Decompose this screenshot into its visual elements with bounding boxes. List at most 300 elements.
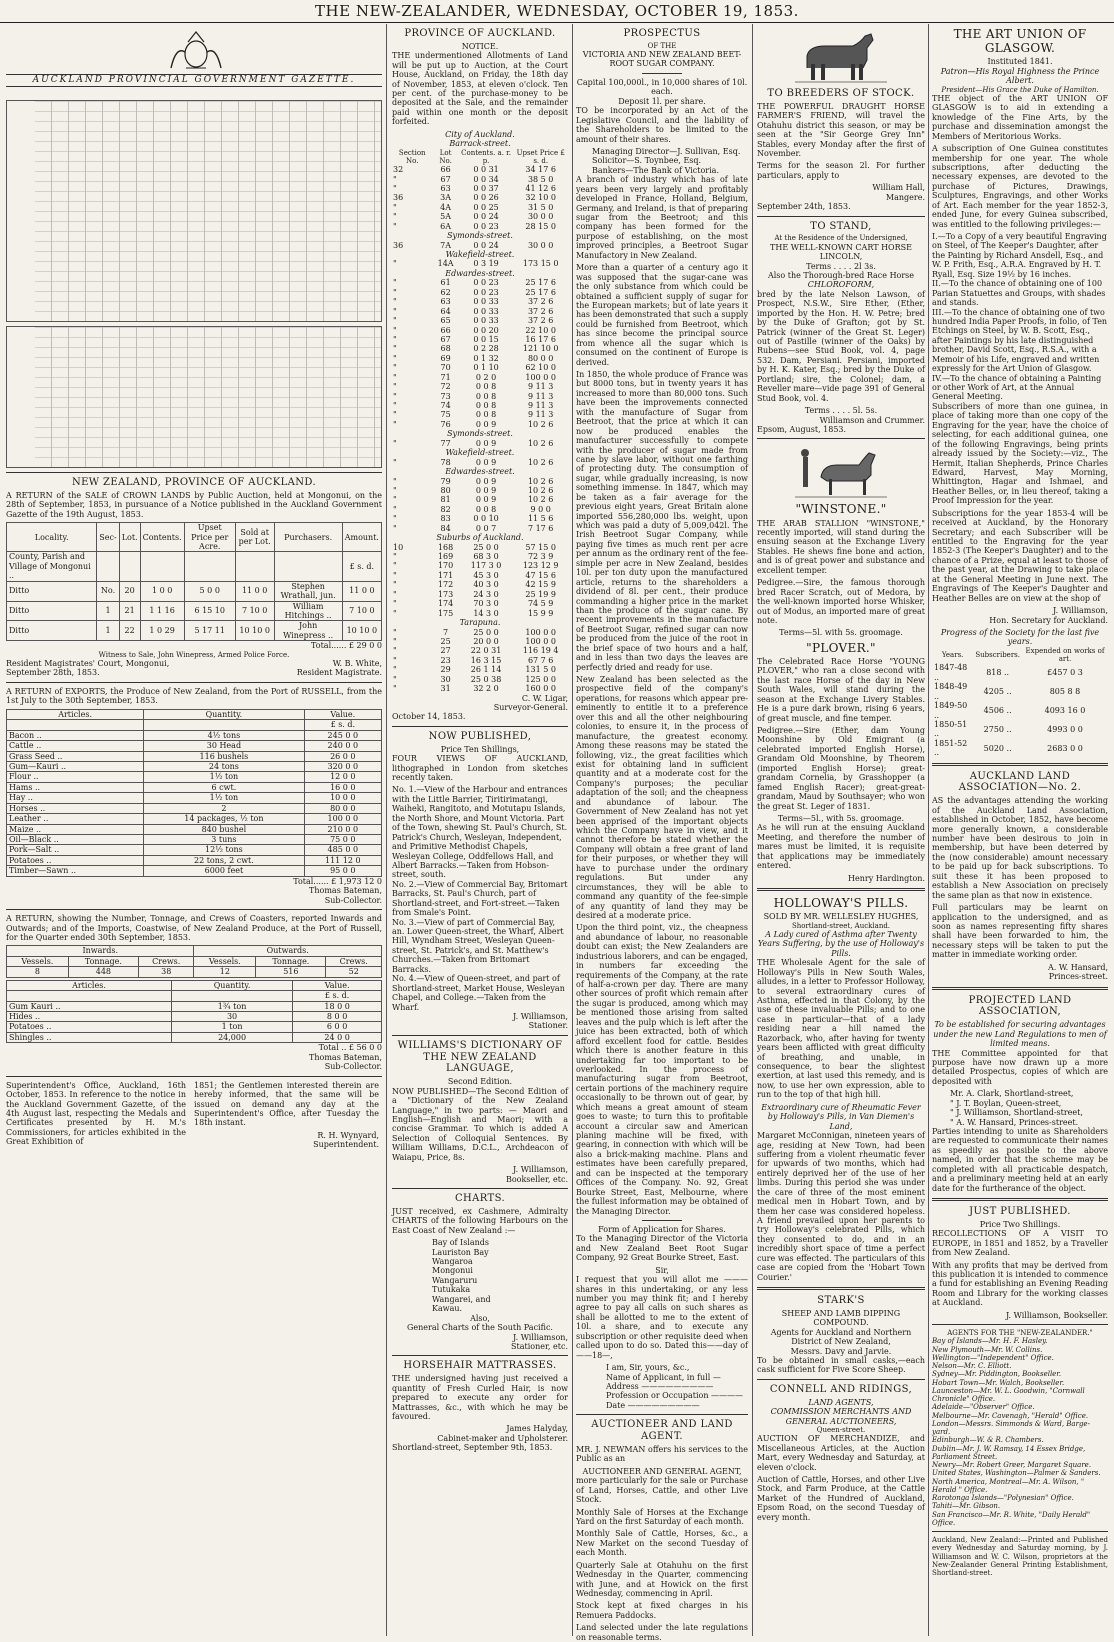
coasters-row	[7, 1032, 382, 1042]
crown-lands-row-cell	[97, 552, 119, 581]
lot-row-cell: 68	[440, 344, 451, 354]
lot-row-cell: "	[393, 221, 397, 231]
coasters-row-cell: 30	[171, 1012, 292, 1022]
exports-row-cell: 16 0 0	[304, 782, 381, 792]
lot-row	[392, 212, 568, 221]
coasters-row-cell: Shingles ..	[7, 1032, 172, 1042]
exports-row-cell: 12½ tons	[144, 845, 304, 855]
lot-row-cell: 37 2 6	[527, 316, 554, 326]
exports-row-cell: Timber—Sawn ..	[7, 866, 144, 876]
projected-sub: To be established for securing advantages under the new Land Regulations to men of limited means.	[933, 1020, 1107, 1049]
coasters-art-header: Articles.	[7, 980, 172, 990]
lot-row-cell: "	[393, 306, 397, 316]
lot-row-cell: 83	[440, 514, 451, 524]
art-union-signer-title: Hon. Secretary for Auckland.	[989, 615, 1108, 625]
lot-row-cell: "	[393, 599, 397, 609]
mattresses-place: Shortland-street, September 9th, 1853.	[392, 1443, 553, 1453]
exports-row-cell: 12 0 0	[304, 772, 381, 782]
coasters-row-cell: 24 0 0	[293, 1032, 382, 1042]
exports-row	[7, 835, 382, 845]
lot-row-cell: "	[393, 580, 397, 590]
lot-row-cell: "	[393, 646, 397, 656]
crown-lands-row-cell: £ s. d.	[342, 552, 381, 581]
crown-lands-row-cell: 5 0 0	[184, 581, 235, 601]
lot-row-cell: "	[393, 401, 397, 411]
lot-row-cell: 175	[437, 608, 454, 618]
crown-lands-header: Amount.	[342, 523, 381, 552]
holloway-place: Shortland-street, Auckland.	[791, 921, 891, 930]
crown-lands-row-cell: 5 17 11	[184, 621, 235, 641]
stark-body: Agents for Auckland and Northern District of New Zealand,	[770, 1327, 912, 1347]
chart-place: Wangarei, and	[432, 1294, 491, 1304]
chart-place: Wangaruru	[432, 1275, 478, 1285]
exports-row-cell: 840 bushel	[144, 824, 304, 834]
agent-item: London—Messrs. Simmonds & Ward, Barge-yard.	[932, 1419, 1090, 1437]
exports-row-cell: 2	[144, 803, 304, 813]
views-signer: J. Williamson,	[513, 1011, 568, 1021]
crown-lands-witness: Witness to Sale, John Winepress, Armed Police Force.	[98, 650, 290, 659]
plover-terms: Terms—5l., with 5s. groomage.	[777, 813, 905, 823]
form-sir: Sir,	[655, 1265, 669, 1275]
exports-signer: Thomas Bateman,	[309, 886, 382, 896]
plover-heading: "PLOVER."	[806, 640, 876, 655]
exports-row-cell: Oil—Black ..	[7, 835, 144, 845]
lot-row-cell: 32 2 0	[473, 684, 499, 694]
prospectus-p4: In 1850, the whole produce of France was but 8000 tons, but in twenty years it has increased to more than 80,000 tons. Such have been the improvements connected with the manufacture of Sugar from Beetroot, that the price at which it can now be produced enables the manufacturer successfully to compete with the producer of sugar made from cane by slave labor, without one farthing of protecting duty. The consumption of sugar, while gradually increasing, is now something immense. In 1847, which may be taken as a fair average for the previous eight years, Great Britain alone imported 556,280,000 lbs. weight, upon which was paid a duty of 5,009,042l. The Irish Beetroot Sugar Company, while paying five times as much rent per acre per annum as the ordinary rent of the fee-simple per acre in New Zealand, besides 10l. per ton duty upon the manufactured article, returns to the shareholders a dividend of 8l. per cent., their produce commanding a higher price in the market than the produce of the sugar cane. By recent improvements in the manufacture of Beetroot Sugar, refined sugar can now be produced from the juice of the root in the brief space of two hours and a half, and in less than two days the leaves are perfectly dried and ready for use.	[576, 370, 748, 672]
lot-row-cell: 31 5 0	[527, 202, 554, 212]
canoe-return-table-inward	[6, 100, 382, 322]
superintendent-left: Superintendent's Office, Auckland, 16th October, 1853. In reference to the notice in the Auckland Government Gazette, of the 4th August last, respecting the Medals and Certificates presented by H. M.'s Commissioners, for articles exhibited in the Great Exhibition of	[6, 1080, 186, 1147]
connell-sub3: GENERAL AUCTIONEERS,	[785, 1416, 897, 1426]
crown-lands-row-cell: 20	[119, 581, 140, 601]
recollections-body2: With any profits that may be derived from this publication it is intended to commence a fund for establishing an Evening Reading Room and Library for the working classes at Auckland.	[932, 1260, 1108, 1308]
progress-row-cell: 1847-48 ..	[934, 663, 968, 682]
exports-row-cell: 1½ ton	[144, 793, 304, 803]
lot-row-cell: 30	[440, 674, 451, 684]
lot-row-cell: 0 0 15	[473, 334, 499, 344]
coasters-row-cell: Gum Kauri ..	[7, 1001, 172, 1011]
dictionary-heading: WILLIAMS'S DICTIONARY OF THE NEW ZEALAND LANGUAGE,	[397, 1039, 563, 1075]
lot-row	[392, 609, 568, 618]
lot-row-cell: "	[393, 627, 397, 637]
lot-row-cell: "	[393, 495, 397, 505]
dictionary-sub: Second Edition.	[447, 1077, 513, 1087]
lot-row-cell: "	[393, 636, 397, 646]
land-assoc-body: AS the advantages attending the working of the Auckland Land Association, established in October, 1852, have become more generally known, a considerable number have been desirous to join in membership, but have been deterred by the (now considerable) amount necessary to be paid up for back subscriptions. To suit these it has been proposed to establish a New Association on precisely the same plan as that now in existence.	[932, 796, 1108, 900]
lot-row	[392, 392, 568, 401]
lincoln-terms: Terms . . . . 2l 3s.	[806, 261, 876, 271]
crown-lands-header: Sold at per Lot.	[235, 523, 274, 552]
newman-body5: Monthly Sale of Cattle, Horses, &c., a New Market on the second Tuesday of each Month.	[576, 1529, 748, 1558]
lot-row-cell: 169	[437, 552, 454, 562]
lot-row	[392, 552, 568, 561]
views-item: No. 3.—View of part of Commercial Bay, an. Lower Queen-street, the Wharf, Albert Hill, Wyndham Street, Wesleyan Queen-street, St. Patrick's, and St. Matthew's Churches.—Taken from Britomart Barracks.	[392, 917, 564, 974]
lot-row-cell: 0 0 23	[473, 278, 499, 288]
lot-row	[392, 684, 568, 693]
lot-row	[392, 297, 568, 306]
lot-row-cell: 10	[393, 542, 404, 552]
lot-row-cell: 0 0 7	[475, 523, 497, 533]
exports-row-cell: Hams ..	[7, 782, 144, 792]
crown-lands-row-cell: 10 10 0	[342, 621, 381, 641]
exports-row	[7, 751, 382, 761]
lot-row	[392, 307, 568, 316]
lot-row-cell: 14 3 0	[473, 608, 499, 618]
masthead: THE NEW-ZEALANDER, WEDNESDAY, OCTOBER 19, 1853.	[0, 0, 1114, 23]
lot-row-cell: 15 9 9	[527, 608, 554, 618]
exports-row-cell: 6 cwt.	[144, 782, 304, 792]
lot-row	[392, 656, 568, 665]
coasters-currency: £ s. d.	[293, 991, 382, 1001]
prospectus-p6: Upon the third point, viz., the cheapness and abundance of labour, no reasonable doubt can exist; the New Zealanders are industrious laborers, and can be engaged, in numbers far exceeding the requirements of the Company, at the rate of half-a-crown per day. There are many other sources of profit which remain after the sugar is produced, among which may be mentioned those arising from salted leaves and the pulp which is left after the juice has been extracted, both of which afford excellent food for cattle. Besides which there is another feature in this undertaking far too important to be overlooked. In the process of manufacturing sugar from Beetroot, certain portions of the machinery require occasionally to be thrown out of gear, by which means a great amount of steam goes to waste; to turn this to profitable account a circular saw and American planing machine will be fixed, with gearing, in connection with which will be also a brick-making machine. Plans and estimates have been carefully prepared, and can be inspected at the temporary Offices of the Company. No. 92, Great Bourke Street, East, Melbourne, where the fullest information may be obtained of the Managing Director.	[576, 923, 748, 1216]
lot-row-cell: 80 0 0	[527, 353, 554, 363]
coasters-subheader: Crews.	[139, 956, 194, 966]
lot-row-cell: "	[393, 419, 397, 429]
lots-street: Suburbs of Auckland.	[436, 533, 524, 543]
progress-row-cell: 1848-49 ..	[934, 682, 968, 701]
superintendent-right: 1851; the Gentlemen interested therein are hereby informed, that the same will be issued on demand any day at the Superintendent's Office, after Tuesday the 18th instant.	[194, 1080, 379, 1128]
lot-row	[392, 505, 568, 514]
agent-item: Edinburgh—W. & R. Chambers.	[932, 1436, 1044, 1445]
lot-row-cell: 71	[440, 372, 451, 382]
lot-row-cell: 62 10 0	[525, 363, 556, 373]
lot-row-cell: 0 0 8	[475, 382, 497, 392]
lot-row-cell: 20 0 0	[473, 636, 499, 646]
lots-street: Edwardes-street.	[445, 467, 515, 477]
crown-lands-place: Resident Magistrates' Court, Mongonui, September 28th, 1853.	[6, 659, 170, 678]
coasters-subheader: Vessels.	[7, 956, 69, 966]
progress-row-cell: 818 ..	[986, 668, 1010, 678]
lot-row-cell: 25 0 38	[470, 674, 502, 684]
chart-place: Lauriston Bay	[432, 1247, 489, 1257]
plover-signer: Henry Hardington.	[848, 873, 925, 883]
lot-row-cell: 0 0 23	[473, 287, 499, 297]
lots-street: Symonds-street.	[447, 231, 513, 241]
holloway-italic: A Lady cured of Asthma after Twenty Years Suffering, by the use of Holloway's Pills.	[757, 929, 925, 958]
lot-row	[392, 335, 568, 344]
progress-row	[932, 701, 1108, 720]
lot-row-cell: 0 0 9	[475, 495, 497, 505]
lot-row-cell: 100 0 0	[525, 372, 556, 382]
art-union-item: I.—To a Copy of a very beautiful Engraving on Steel, of The Keeper's Daughter, after the Painting by Richard Ansdell, Esq., and W. P. Frith, Esq., A.R.A. Engraved by H. T. Ryall, Esq. Size 19½ by 16 inches.	[932, 232, 1107, 279]
lot-row-cell: 4A	[440, 202, 452, 212]
lot-row-cell: "	[393, 259, 397, 269]
lot-row-cell: 26 1 14	[470, 665, 502, 675]
lot-row-cell: 0 0 34	[473, 174, 499, 184]
lot-row	[392, 561, 568, 570]
lot-row-cell: 100 0 0	[525, 627, 556, 637]
agent-item: New Plymouth—Mr. W. Collins.	[932, 1345, 1043, 1354]
lot-row	[392, 165, 568, 174]
plover-body: The Celebrated Race Horse "YOUNG PLOVER," who ran a close second with the last race Horse of the day in New South Wales, will stand during the season at the Exchange Livery Stables. He is a pure dark brown, rising 6 years, of great muscle, and fine temper.	[757, 656, 925, 723]
form-line: Profession or Occupation ————	[606, 1391, 744, 1401]
lot-row-cell: 0 0 37	[473, 183, 499, 193]
progress-row-cell: 4093 16 0	[1044, 705, 1086, 715]
newman-body2: AUCTIONEER AND GENERAL AGENT,	[582, 1466, 742, 1476]
winstone-body: THE ARAB STALLION "WINSTONE," recently imported, will stand during the ensuing season at the Exchange Livery Stables. He shews fine bone and action, and is of great power and substance and excellent temper.	[757, 518, 925, 575]
prospectus-company: VICTORIA AND NEW ZEALAND BEET-ROOT SUGAR COMPANY.	[582, 50, 742, 69]
lot-row-cell: 16 3 15	[470, 655, 502, 665]
projected-name: Mr. A. Clark, Shortland-street,	[950, 1089, 1074, 1099]
lot-row	[392, 222, 568, 231]
lot-row-cell: 0 0 8	[475, 410, 497, 420]
winstone-heading: "WINSTONE."	[795, 502, 887, 517]
lot-row-cell: 10 2 6	[527, 476, 554, 486]
crown-lands-row	[7, 601, 382, 621]
lot-row	[392, 203, 568, 212]
lot-row	[392, 543, 568, 552]
lot-row-cell: 30 0 0	[527, 212, 554, 222]
art-union-heading: THE ART UNION OF GLASGOW.	[953, 27, 1087, 56]
crown-lands-row-cell: 1	[97, 621, 119, 641]
lot-row	[392, 410, 568, 419]
lot-row-cell: 76	[440, 419, 451, 429]
exports-row	[7, 866, 382, 876]
lot-row-cell: 78	[440, 457, 451, 467]
views-signer-title: Stationer.	[528, 1021, 568, 1031]
lot-row-cell: 0 0 10	[473, 514, 499, 524]
lot-row-cell: 32 10 0	[525, 193, 556, 203]
exports-row-cell: 100 0 0	[304, 814, 381, 824]
exports-row	[7, 782, 382, 792]
exports-row-cell: 26 0 0	[304, 751, 381, 761]
newman-body7: Stock kept at fixed charges in his Remuera Paddocks.	[576, 1601, 748, 1620]
lots-street: Wakefield-street.	[445, 448, 515, 458]
lot-row-cell: 45 3 0	[473, 570, 499, 580]
newman-body8: Land selected under the late regulations on reasonable terms.	[576, 1623, 748, 1642]
crown-lands-row-cell	[235, 552, 274, 581]
progress-row-cell: 5020 ..	[983, 743, 1012, 753]
holloway-italic2: Extraordinary cure of Rheumatic Fever by Holloway's Pills, in Van Diemen's Land,	[761, 1102, 921, 1131]
progress-heading: Progress of the Society for the last five years.	[940, 627, 1100, 647]
lot-row-cell: 36	[393, 193, 404, 203]
crown-lands-row-cell: Ditto	[7, 581, 97, 601]
progress-row-cell: 4993 0 0	[1047, 724, 1083, 734]
lot-row-cell: 0 0 26	[473, 193, 499, 203]
breeders-signer: William Hall,	[872, 183, 925, 193]
charts-general: General Charts of the South Pacific.	[407, 1323, 553, 1333]
coasters-value: 12	[194, 967, 256, 977]
land-assoc-heading: AUCKLAND LAND ASSOCIATION—No. 2.	[958, 770, 1082, 794]
lot-row-cell: "	[393, 202, 397, 212]
dictionary-signer-title: Bookseller, etc.	[505, 1174, 568, 1184]
exports-row-cell: 75 0 0	[304, 835, 381, 845]
lot-row	[392, 571, 568, 580]
lot-row-cell: "	[393, 410, 397, 420]
notice-signer-title: Surveyor-General.	[493, 703, 568, 713]
lot-row-cell: 25 17 6	[525, 287, 556, 297]
progress-row-cell: 4205 ..	[983, 686, 1012, 696]
lot-row-cell: "	[393, 183, 397, 193]
charts-signer: J. Williamson,	[513, 1332, 568, 1342]
lot-row-cell: 0 0 31	[473, 165, 499, 175]
holloway-body: THE Wholesale Agent for the sale of Holloway's Pills in New South Wales, alludes, in a letter to Professor Holloway, to several extraordinary cures of Asthma, effected in that Colony, by the use of these invaluable Pills; and to one case in particular—that of a lady residing near a hill named the Razorback, who, after having for twenty years been afflicted with great difficulty of breathing, and unable, in consequence, to bear the slightest exertion, at last used this remedy, and is now, to use her own expression, able to run to the top of that high hill.	[757, 958, 925, 1100]
coasters-row-cell: Potatoes ..	[7, 1022, 172, 1032]
exports-row-cell: 3 tuns	[144, 835, 304, 845]
coasters-value: 448	[68, 967, 138, 977]
prospectus-officer: Bankers—The Bank of Victoria.	[592, 165, 719, 175]
progress-row	[932, 720, 1108, 739]
lot-row	[392, 401, 568, 410]
lots-header: Lot No.	[439, 148, 452, 165]
lot-row-cell: "	[393, 457, 397, 467]
lot-row-cell: 173	[437, 589, 454, 599]
prospectus-p2: A branch of industry which has of late years been very largely and profitably developed in France, Holland, Belgium, Germany, and Ireland, is that of preparing sugar from the Beetroot; and this company has been formed for the purpose of establishing, on the most improved principles, a Beetroot Sugar Manufactory in New Zealand.	[576, 175, 748, 260]
lot-row-cell: "	[393, 212, 397, 222]
lot-row-cell: 0 0 24	[473, 240, 499, 250]
views-heading: NOW PUBLISHED,	[428, 730, 532, 742]
lot-row-cell: 36	[393, 240, 404, 250]
plover-body2: As he will run at the ensuing Auckland Meeting, and therefore the number of mares must be limited, it is requisite that applications may be immediately entered.	[757, 823, 925, 871]
crown-lands-row-cell: Ditto	[7, 601, 97, 621]
lot-row-cell: 74	[440, 401, 451, 411]
breeders-place: Mangere.	[885, 192, 925, 202]
lot-row-cell: "	[393, 325, 397, 335]
lots-table	[392, 149, 568, 694]
exports-row-cell: 80 0 0	[304, 803, 381, 813]
lot-row-cell: 0 0 9	[475, 476, 497, 486]
lot-row-cell: 25 19 9	[525, 589, 556, 599]
lot-row-cell: 61	[440, 278, 451, 288]
progress-header: Subscribers.	[975, 650, 1020, 659]
lot-row-cell: "	[393, 561, 397, 571]
form-body: I request that you will allot me ——— shares in this undertaking, or any less number you may think fit; and I hereby agree to pay all calls on such shares as shall be allotted to me to the extent of 10l. a share, and to execute any subscription or other requisite deed when called upon to do so. Dated this——day of——18—,	[576, 1275, 748, 1360]
notice-heading: PROVINCE OF AUCKLAND.	[404, 28, 556, 39]
lot-row-cell: 66	[440, 165, 451, 175]
lot-row-cell: 0 0 9	[475, 485, 497, 495]
crown-lands-signer: W. B. White,	[332, 659, 382, 669]
lot-row-cell: "	[393, 552, 397, 562]
crown-lands-intro: A RETURN of the SALE of CROWN LANDS by Public Auction, held at Mongonui, on the 28th of September, 1853, in pursuance of a Notice published in the Auckland Government Gazette of the 19th August, 1853.	[6, 490, 382, 519]
lot-row-cell: 0 0 33	[473, 297, 499, 307]
form-line: Address —————————	[606, 1381, 714, 1391]
crown-lands-row-cell: 11 0 0	[235, 581, 274, 601]
crown-lands-row-cell: 1 0 29	[140, 621, 184, 641]
lot-row-cell: 160 0 0	[525, 684, 556, 694]
chart-place: Mongonui	[432, 1266, 473, 1276]
lot-row-cell: 173 15 0	[522, 259, 559, 269]
chart-place: Kawau.	[432, 1304, 463, 1314]
exports-row-cell: 14 packages, ½ ton	[144, 814, 304, 824]
agents-heading: AGENTS FOR THE "NEW-ZEALANDER."	[947, 1329, 1093, 1338]
lot-row-cell: "	[393, 504, 397, 514]
agent-item: United States, Washington—Palmer & Sanders.	[932, 1469, 1101, 1478]
gazette-title: AUCKLAND PROVINCIAL GOVERNMENT GAZETTE.	[6, 74, 382, 87]
crown-lands-header: Lot.	[119, 523, 140, 552]
lot-row-cell: 0 0 9	[475, 438, 497, 448]
lot-row-cell: 0 3 19	[473, 259, 499, 269]
lot-row-cell: "	[393, 485, 397, 495]
lots-header: Upset Price £ s. d.	[516, 148, 565, 165]
column-2	[392, 24, 568, 1636]
exports-row-cell: 22 tons, 2 cwt.	[144, 855, 304, 865]
progress-header: Years.	[941, 650, 964, 659]
dictionary-body: NOW PUBLISHED—The Second Edition of a "Dictionary of the New Zealand Language," in two parts: — Maori and English—English and Maori; with a concise Grammar. To which is added A Selection of Colloquial Sentences. By William Williams, D.C.L., Archdeacon of Waiapu, Price, 8s.	[392, 1086, 568, 1162]
lot-row-cell: 38 5 0	[527, 174, 554, 184]
lot-row	[392, 590, 568, 599]
outwards-header: Outwards.	[194, 946, 382, 956]
crown-lands-header: Contents.	[140, 523, 184, 552]
lots-street: Symonds-street.	[447, 429, 513, 439]
lot-row-cell: 67	[440, 334, 451, 344]
holloway-sub: SOLD BY MR. WELLESLEY HUGHES,	[763, 912, 919, 922]
lot-row	[392, 175, 568, 184]
agent-item: Launceston—Mr. W. L. Goodwin, "Cornwall Chronicle" Office.	[932, 1386, 1085, 1404]
projected-name: " J. T. Boylan, Queen-street,	[950, 1098, 1062, 1108]
lot-row-cell: 31	[440, 684, 451, 694]
agent-item: Rarotonga Islands—"Polynesian" Office.	[932, 1494, 1074, 1503]
exports-row-cell: Potatoes ..	[7, 855, 144, 865]
notice-city: City of Auckland.	[445, 129, 515, 139]
coasters-value: 516	[256, 967, 326, 977]
newman-body6: Quarterly Sale at Otahuhu on the first Wednesday in the Quarter, commencing with June, and at Howick on the first Wednesday, commencing in April.	[576, 1560, 748, 1599]
winstone-terms: Terms—5l. with 5s. groomage.	[779, 628, 903, 638]
progress-row-cell: 1851-52 ..	[934, 738, 968, 758]
lot-row-cell: "	[393, 391, 397, 401]
column-1	[6, 24, 382, 1636]
agent-item: Sydney—Mr. Piddington, Bookseller.	[932, 1370, 1062, 1379]
exports-header: Quantity.	[144, 709, 304, 719]
coasters-row	[7, 1001, 382, 1011]
lot-row	[392, 354, 568, 363]
lot-row-cell: 0 0 23	[473, 221, 499, 231]
stark-body2: To be obtained in small casks,—each cask sufficient for Five Score Sheep.	[757, 1356, 925, 1375]
lot-row-cell: 0 0 8	[475, 401, 497, 411]
coasters-row-cell: 24,000	[171, 1032, 292, 1042]
views-price: Price Ten Shillings,	[440, 744, 520, 754]
agent-item: North America, Montreal—Mr. A. Wilson, " Herald " Office.	[932, 1477, 1085, 1494]
exports-row-cell: Cattle ..	[7, 741, 144, 751]
coasters-signer-title: Sub-Collector.	[324, 1062, 382, 1072]
lot-row-cell: 42 15 9	[525, 580, 556, 590]
crown-lands-row-cell: 11 0 0	[342, 581, 381, 601]
lot-row-cell: 0 0 9	[475, 419, 497, 429]
lot-row-cell: 7A	[440, 240, 452, 250]
lot-row-cell: 11 5 6	[527, 514, 554, 524]
crown-lands-row-cell: No.	[97, 581, 119, 601]
lot-row-cell: 25 0 0	[473, 627, 499, 637]
lot-row-cell: 9 11 3	[527, 401, 554, 411]
lot-row-cell: 0 2 28	[473, 344, 499, 354]
connell-sub1: LAND AGENTS,	[808, 1397, 874, 1407]
coasters-row-cell: 6 0 0	[293, 1022, 382, 1032]
draught-horse-engraving	[791, 26, 891, 84]
stark-agents: Messrs. Davy and Jarvie.	[790, 1346, 892, 1356]
coasters-row-cell: 8 0 0	[293, 1012, 382, 1022]
connell-heading: CONNELL AND RIDINGS,	[769, 1383, 913, 1395]
crown-lands-row-cell	[119, 552, 140, 581]
crown-lands-row-cell: 10 10 0	[235, 621, 274, 641]
lot-row-cell: "	[393, 316, 397, 326]
holloway-body2: Margaret McConnigan, nineteen years of age, residing at New Town, had been suffering from a violent rheumatic fever for upwards of two months, which had entirely deprived her of the use of her limbs. During this period she was under the care of three of the most eminent medical men in Hobart Town, and by them her case was considered hopeless. A friend prevailed upon her parents to try Holloway's celebrated Pills, which they consented to do, and in an incredibly short space of time a perfect cure was effected. The particulars of this case are copied from the 'Hobart Town Courier.'	[757, 1131, 925, 1282]
lot-row-cell: 40 3 0	[473, 580, 499, 590]
progress-row-cell: 1849-50 ..	[934, 701, 968, 720]
prospectus-p3: More than a quarter of a century ago it was supposed that the sugar-cane was the only substance from which could be obtained a sufficient supply of sugar for the European markets; but of late years it has been demonstrated that such a supply could be furnished from Beetroot, which has since become the principal source from whence all the sugar which is consumed on the continent of Europe is derived.	[576, 263, 749, 367]
lots-street: Tarapuna.	[459, 618, 501, 628]
superintendent-signer: R. H. Wynyard,	[317, 1130, 379, 1140]
lincoln-name2: CHLOROFORM,	[807, 280, 875, 290]
breeders-heading: TO BREEDERS OF STOCK.	[767, 88, 915, 99]
lot-row	[392, 646, 568, 655]
lot-row-cell: "	[393, 363, 397, 373]
exports-row-cell: Leather ..	[7, 814, 144, 824]
agent-item: Nelson—Mr. C. Elliott.	[932, 1362, 1012, 1371]
lot-row-cell: 10 2 6	[527, 457, 554, 467]
coasters-row-cell: 18 0 0	[293, 1001, 382, 1011]
crown-lands-header: Upset Price per Acre.	[184, 523, 235, 552]
crown-lands-signer-title: Resident Magistrate.	[296, 668, 382, 678]
lot-row	[392, 665, 568, 674]
